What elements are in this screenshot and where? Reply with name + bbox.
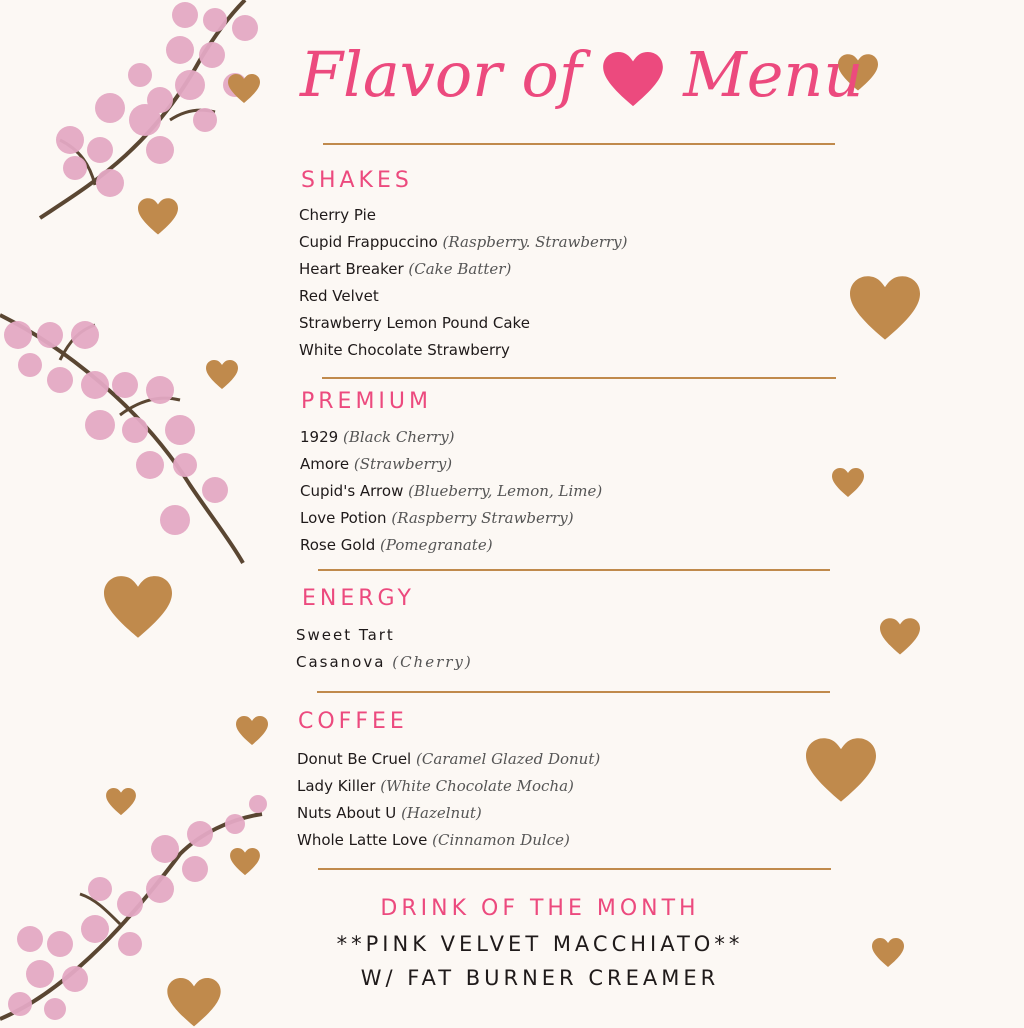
drink-of-the-month-heading: DRINK OF THE MONTH [380, 896, 700, 921]
shakes-list [299, 202, 628, 364]
list-item [299, 256, 628, 283]
item-name: Love Potion [300, 509, 387, 527]
blossom-branch-top [0, 0, 290, 230]
list-item [297, 746, 600, 773]
heart-icon [236, 716, 268, 746]
energy-list [296, 622, 473, 676]
list-item [300, 451, 602, 478]
heart-icon [880, 618, 920, 656]
heart-icon [160, 978, 228, 1028]
item-note: (Cinnamon Dulce) [432, 831, 570, 849]
item-note: (Strawberry) [353, 455, 453, 473]
item-name: Cupid's Arrow [300, 482, 404, 500]
section-heading-premium: PREMIUM [301, 389, 433, 414]
item-name: Cherry Pie [299, 206, 377, 224]
divider [323, 143, 835, 145]
list-item [300, 532, 602, 559]
list-item [300, 505, 602, 532]
divider [322, 377, 836, 379]
item-name: Lady Killer [297, 777, 376, 795]
list-item [296, 622, 473, 649]
item-note: (Black Cherry) [342, 428, 455, 446]
heart-icon [872, 938, 904, 968]
heart-icon [230, 848, 260, 876]
blossom-branch-middle [0, 305, 260, 565]
list-item [296, 649, 473, 676]
heart-icon [832, 468, 864, 498]
item-note: (Blueberry, Lemon, Lime) [408, 482, 603, 500]
item-note: (Cherry) [392, 653, 473, 671]
heart-icon [104, 576, 172, 640]
divider [318, 569, 830, 571]
item-note: (Cake Batter) [408, 260, 512, 278]
drink-of-the-month-detail: W/ FAT BURNER CREAMER [360, 966, 720, 990]
list-item [299, 202, 628, 229]
item-name: 1929 [300, 428, 339, 446]
item-name: Rose Gold [300, 536, 376, 554]
divider [318, 868, 831, 870]
menu-title [300, 30, 864, 120]
blossom-branch-bottom [0, 794, 280, 1024]
item-note: (Pomegranate) [380, 536, 493, 554]
item-name: Nuts About U [297, 804, 397, 822]
list-item [299, 337, 628, 364]
section-heading-shakes: SHAKES [301, 168, 413, 193]
list-item [299, 229, 628, 256]
item-note: (Caramel Glazed Donut) [416, 750, 601, 768]
heart-icon [228, 74, 260, 104]
item-name: Strawberry Lemon Pound Cake [299, 314, 530, 332]
section-heading-coffee: COFFEE [298, 709, 408, 734]
section-heading-energy: ENERGY [302, 586, 415, 611]
list-item [299, 310, 628, 337]
heart-icon [602, 52, 664, 108]
title-text-after: Menu [683, 38, 864, 111]
item-name: Red Velvet [299, 287, 379, 305]
item-name: Amore [300, 455, 350, 473]
item-name: Sweet Tart [296, 626, 395, 644]
item-name: Heart Breaker [299, 260, 404, 278]
coffee-list [297, 746, 600, 854]
divider [317, 691, 830, 693]
item-name: Casanova [296, 653, 386, 671]
list-item [300, 478, 602, 505]
heart-icon [806, 738, 876, 804]
drink-of-the-month-name: **PINK VELVET MACCHIATO** [336, 932, 744, 956]
item-name: Donut Be Cruel [297, 750, 412, 768]
title-text-before: Flavor of [300, 38, 582, 111]
item-note: (White Chocolate Mocha) [380, 777, 574, 795]
item-name: Whole Latte Love [297, 831, 428, 849]
heart-icon [850, 276, 920, 342]
heart-icon [106, 788, 136, 816]
list-item [297, 800, 600, 827]
heart-icon [206, 360, 238, 390]
item-name: White Chocolate Strawberry [299, 341, 510, 359]
premium-list [300, 424, 602, 559]
item-name: Cupid Frappuccino [299, 233, 438, 251]
item-note: (Hazelnut) [401, 804, 482, 822]
item-note: (Raspberry. Strawberry) [442, 233, 628, 251]
list-item [300, 424, 602, 451]
list-item [297, 773, 600, 800]
list-item [297, 827, 600, 854]
heart-icon [138, 198, 178, 236]
list-item [299, 283, 628, 310]
item-note: (Raspberry Strawberry) [391, 509, 574, 527]
